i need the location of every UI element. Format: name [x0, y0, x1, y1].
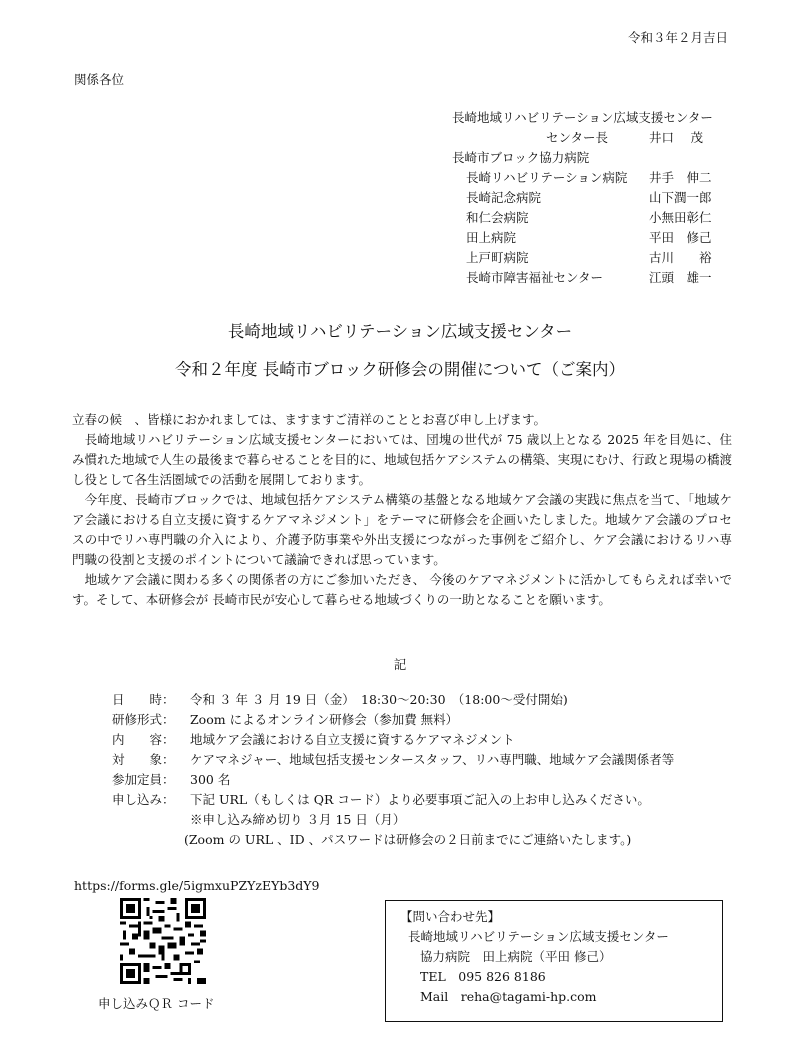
- sender-block: [452, 108, 752, 288]
- content-label: 内 容：: [112, 732, 175, 747]
- hospital-person: 山下潤一郎: [649, 190, 712, 205]
- hospital-person: 江頭 雄一: [649, 270, 712, 285]
- body-paragraph: 今年度、長崎市ブロックでは、地域包括ケアシステム構築の基盤となる地域ケア会議の実践に焦点を当て、「地域ケア会議における自立支援に資するケアマネジメント」をテーマに研修会を企画いたしました。地域ケア会議のプロセスの中でリハ専門職の介入により、介護予防事業や外出支援につながった事例をご紹介し、ケア会議におけるリハ専門職の役割と支援のポイントについて議論できれば思っています。: [72, 492, 732, 567]
- format-label: 研修形式：: [112, 712, 175, 727]
- greeting-paragraph: 立春の候 、皆様におかれましては、ますますご清祥のこととお喜び申し上げます。: [72, 412, 547, 427]
- capacity-label: 参加定員：: [112, 772, 175, 787]
- qr-code-label: 申し込みＱＲ コード: [98, 996, 215, 1011]
- addressee: 関係各位: [74, 72, 125, 87]
- hospital-person: 小無田彰仁: [649, 210, 712, 225]
- hospital-name: 和仁会病院: [466, 210, 529, 225]
- sender-org: 長崎地域リハビリテーション広域支援センター: [452, 110, 713, 125]
- ki-heading: 記: [393, 657, 407, 672]
- hospital-name: 上戸町病院: [466, 250, 529, 265]
- date-value: 令和 ３ 年 ３ 月 19 日（金） 18:30〜20:30 （18:00〜受付開始): [190, 692, 568, 707]
- director-title: センター長: [546, 130, 609, 145]
- hospital-person: 古川 裕: [649, 250, 712, 265]
- body-paragraph: 地域ケア会議に関わる多くの関係者の方にご参加いただき、 今後のケアマネジメントに活かしてもらえれば幸いです。そして、本研修会が 長崎市民が安心して暮らせる地域づくりの一助となることを願います。: [72, 572, 732, 607]
- hospital-name: 長崎記念病院: [466, 190, 542, 205]
- deadline-note: ※申し込み締め切り ３月 15 日（月）: [190, 812, 406, 827]
- hospital-name: 長崎市障害福祉センター: [466, 270, 604, 285]
- target-label: 対 象：: [112, 752, 175, 767]
- hospital-person: 平田 修己: [649, 230, 712, 245]
- hospital-name: 田上病院: [466, 230, 517, 245]
- letter-body: [72, 410, 732, 610]
- event-details: [112, 690, 674, 850]
- hospital-person: 井手 伸二: [649, 170, 712, 185]
- apply-label: 申し込み：: [112, 792, 175, 807]
- contact-heading: 【問い合わせ先】: [400, 909, 501, 924]
- body-paragraph: 長崎地域リハビリテーション広域支援センターにおいては、団塊の世代が 75 歳以上となる 2025 年を目処に、住み慣れた地域で人生の最後まで暮らせることを目的に、地域包括ケアシステムの構築、実現にむけ、行政と現場の橋渡し役として各生活圏域での活動を展開しております。: [72, 432, 732, 487]
- apply-value: 下記 URL（もしくは QR コード）より必要事項ご記入の上お申し込みください。: [190, 792, 650, 807]
- contact-box: [385, 900, 723, 1022]
- hospital-name: 長崎リハビリテーション病院: [466, 170, 628, 185]
- zoom-note: (Zoom の URL 、ID 、パスワードは研修会の２日前までにご連絡いたします。): [184, 832, 632, 847]
- title-organization: 長崎地域リハビリテーション広域支援センター: [227, 322, 573, 341]
- content-value: 地域ケア会議における自立支援に資するケアマネジメント: [190, 732, 515, 747]
- date-label: 日 時：: [112, 692, 175, 707]
- capacity-value: 300 名: [190, 772, 231, 787]
- application-url[interactable]: https://forms.gle/5igmxuPZYzEYb3dY9: [74, 878, 320, 893]
- contact-hospital: 協力病院 田上病院（平田 修己）: [420, 949, 612, 964]
- qr-code-icon[interactable]: [120, 898, 206, 984]
- target-value: ケアマネジャー、地域包括支援センタースタッフ、リハ専門職、地域ケア会議関係者等: [190, 752, 675, 767]
- block-hospital-heading: 長崎市ブロック協力病院: [452, 150, 590, 165]
- director-name: 井口 茂: [649, 130, 703, 145]
- contact-org: 長崎地域リハビリテーション広域支援センター: [408, 929, 669, 944]
- contact-tel: TEL 095 826 8186: [420, 969, 546, 984]
- issue-date: 令和３年２月吉日: [627, 30, 728, 45]
- page-title: 令和２年度 長崎市ブロック研修会の開催について（ご案内）: [174, 360, 626, 379]
- format-value: Zoom によるオンライン研修会（参加費 無料）: [190, 712, 459, 727]
- contact-mail: Mail reha@tagami-hp.com: [420, 989, 597, 1004]
